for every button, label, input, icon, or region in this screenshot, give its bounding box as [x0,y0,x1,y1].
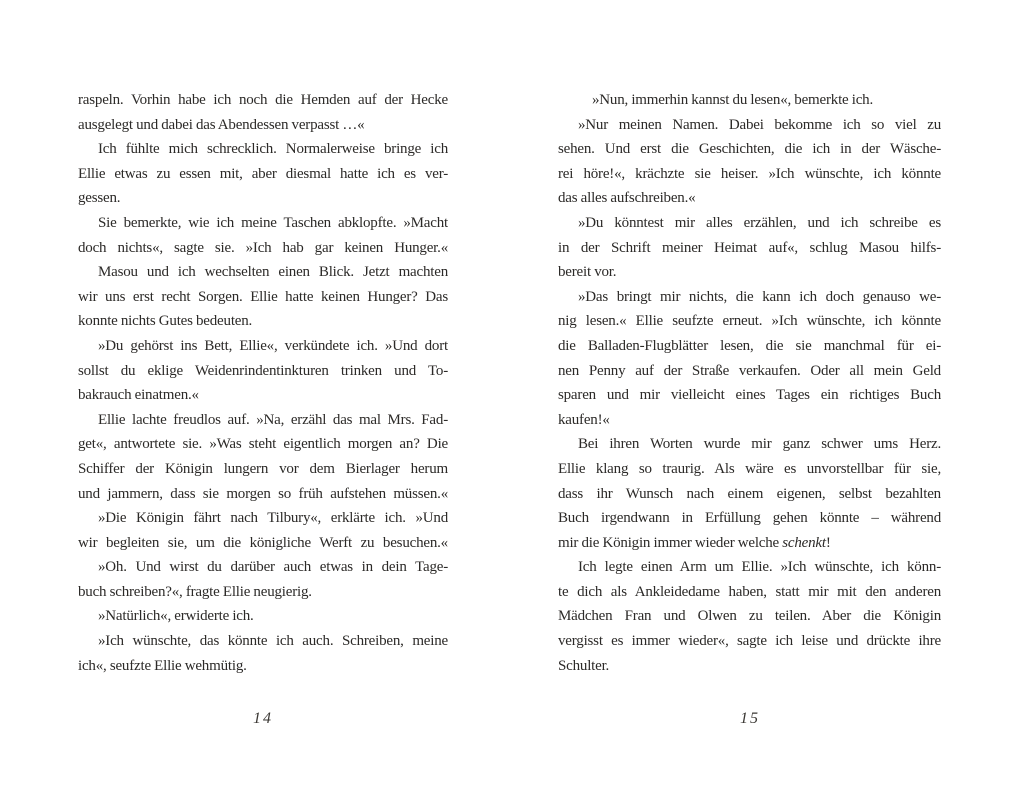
text-line: das alles aufschreiben.« [558,190,696,207]
text-line: bakrauch einatmen.« [78,387,199,404]
text-line: get«, antwortete sie. »Was steht eigentlich morgen an? Die [78,436,448,453]
text-line: dass ihr Wunsch nach einem eigenen, selbst bezahlten [558,485,941,502]
text-line: »Nun, immerhin kannst du lesen«, bemerkte ich. [592,92,874,108]
text-line: Mädchen Fran und Olwen zu teilen. Aber die Königin [558,608,941,625]
text-line: vergisst es immer wieder«, sagte ich leise und drückte ihre [558,633,941,650]
text-line: die Balladen-Flugblätter lesen, die sie manchmal für ei- [558,337,941,354]
text-line: und jammern, dass sie morgen so früh aufstehen müssen.« [78,485,448,502]
text-line: nig lesen.« Ellie seufzte erneut. »Ich wünschte, ich könnte [558,313,941,330]
text-line: doch nichts«, sagte sie. »Ich hab gar keinen Hunger.« [78,239,448,256]
text-line: »Natürlich«, erwiderte ich. [98,608,254,625]
text-line: wir begleiten sie, um die königliche Werft zu besuchen.« [78,534,448,551]
text-line: bereit vor. [558,264,617,281]
text-line: sollst du eklige Weidenrindentinkturen trinken und To- [78,362,448,379]
text-line: raspeln. Vorhin habe ich noch die Hemden auf der Hecke [78,92,448,108]
page-number-right: 15 [740,710,760,727]
text-line: kaufen!« [558,411,610,428]
text-line: wir uns erst recht Sorgen. Ellie hatte keinen Hunger? Das [78,288,448,305]
text-line: rei höre!«, krächzte sie heiser. »Ich wünschte, ich könnte [558,165,941,182]
text-line: Masou und ich wechselten einen Blick. Jetzt machten [98,264,448,281]
text-line: ich«, seufzte Ellie wehmütig. [78,657,247,674]
text-line: gessen. [78,190,121,207]
page-right-text-column [558,88,941,678]
text-line: te dich als Ankleidedame haben, statt mir mit den anderen [558,583,941,600]
page-left-text-column [78,88,448,678]
text-line: in der Schrift meiner Heimat auf«, schlug Masou hilfs- [558,239,941,256]
text-line: Ich legte einen Arm um Ellie. »Ich wünschte, ich könn- [578,559,941,576]
text-line: Ellie lachte freudlos auf. »Na, erzähl das mal Mrs. Fad- [98,411,448,428]
page-number-left: 14 [253,710,273,727]
text-line: Schulter. [558,657,610,674]
text-line: buch schreiben?«, fragte Ellie neugierig. [78,583,312,600]
text-line: »Du gehörst ins Bett, Ellie«, verkündete ich. »Und dort [98,337,448,354]
text-line: Ich fühlte mich schrecklich. Normalerweise bringe ich [98,141,448,158]
text-line: »Oh. Und wirst du darüber auch etwas in dein Tage- [98,559,448,576]
text-line: »Die Königin fährt nach Tilbury«, erklärte ich. »Und [98,510,448,527]
text-line: Sie bemerkte, wie ich meine Taschen abklopfte. »Macht [98,214,448,231]
text-line: Buch irgendwann in Erfüllung gehen könnte – während [558,510,941,527]
text-line: Ellie klang so traurig. Als wäre es unvorstellbar für sie, [558,460,941,477]
text-line: sehen. Und erst die Geschichten, die ich in der Wäsche- [558,141,941,158]
text-line: sparen und mir vielleicht eines Tages ein richtiges Buch [558,387,941,404]
text-line: »Du könntest mir alles erzählen, und ich schreibe es [578,214,941,231]
text-line: »Ich wünschte, das könnte ich auch. Schreiben, meine [98,633,448,650]
text-line: Bei ihren Worten wurde mir ganz schwer ums Herz. [578,436,941,453]
text-line: »Das bringt mir nichts, die kann ich doch genauso we- [578,288,941,305]
text-line: mir die Königin immer wieder welche schenkt! [558,534,831,551]
text-line: konnte nichts Gutes bedeuten. [78,313,253,330]
text-line: »Nur meinen Namen. Dabei bekomme ich so viel zu [578,116,941,133]
text-line: ausgelegt und dabei das Abendessen verpasst …« [78,116,365,133]
text-line: nen Penny auf der Straße verkaufen. Oder all mein Geld [558,362,941,379]
text-line: Schiffer der Königin lungern vor dem Bierlager herum [78,460,448,477]
text-line: Ellie etwas zu essen mit, aber diesmal hatte ich es ver- [78,165,448,182]
